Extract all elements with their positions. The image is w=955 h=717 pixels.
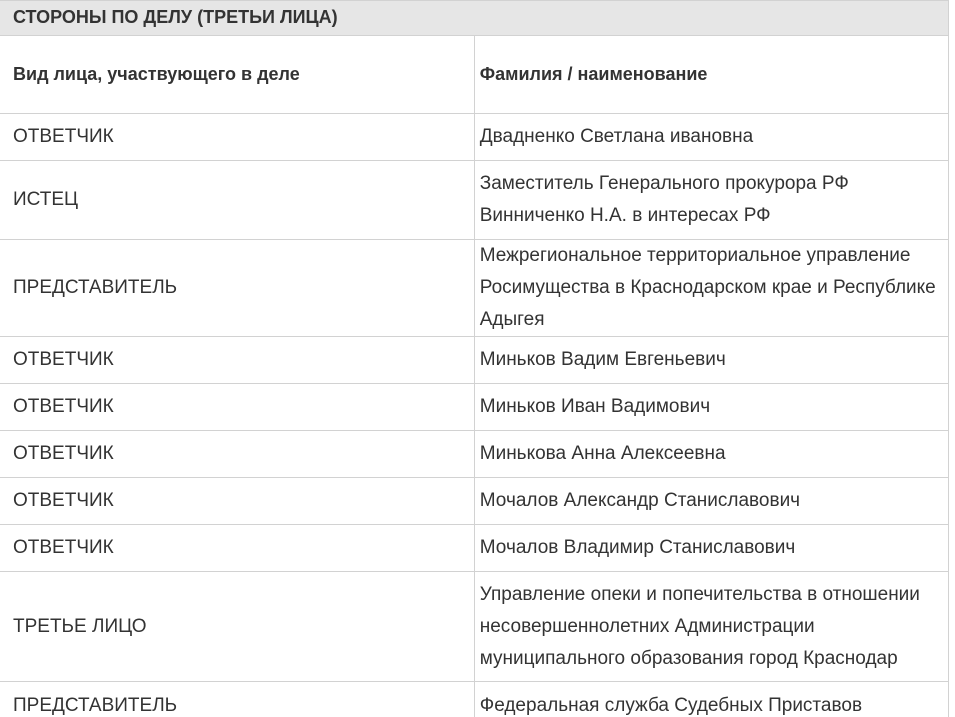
- party-name-cell: Мочалов Владимир Станиславович: [474, 525, 948, 572]
- party-name-cell: Миньков Иван Вадимович: [474, 384, 948, 431]
- table-row: [0, 525, 949, 572]
- table-header-row: [0, 36, 949, 114]
- party-type-cell: ОТВЕТЧИК: [0, 525, 474, 572]
- table-row: [0, 478, 949, 525]
- table-row: [0, 240, 949, 337]
- party-type-cell: ОТВЕТЧИК: [0, 384, 474, 431]
- party-name-cell: Миньков Вадим Евгеньевич: [474, 337, 948, 384]
- table-row: [0, 161, 949, 240]
- party-type-cell: ОТВЕТЧИК: [0, 337, 474, 384]
- party-name-cell: Заместитель Генерального прокурора РФ Винниченко Н.А. в интересах РФ: [474, 161, 948, 240]
- party-name-cell: Двадненко Светлана ивановна: [474, 114, 948, 161]
- party-name-cell: Мочалов Александр Станиславович: [474, 478, 948, 525]
- party-type-cell: ПРЕДСТАВИТЕЛЬ: [0, 240, 474, 337]
- header-party-name: Фамилия / наименование: [474, 36, 948, 114]
- party-name-cell: Федеральная служба Судебных Приставов: [474, 682, 948, 717]
- party-type-cell: ОТВЕТЧИК: [0, 431, 474, 478]
- table-row: [0, 384, 949, 431]
- section-title-row: [0, 1, 949, 36]
- table-row: [0, 682, 949, 717]
- party-name-cell: Управление опеки и попечительства в отношении несовершеннолетних Администрации муниципального образования город Краснодар: [474, 572, 948, 682]
- party-name-cell: Межрегиональное территориальное управление Росимущества в Краснодарском крае и Республике Адыгея: [474, 240, 948, 337]
- section-title: СТОРОНЫ ПО ДЕЛУ (ТРЕТЬИ ЛИЦА): [0, 1, 949, 36]
- party-type-cell: ОТВЕТЧИК: [0, 114, 474, 161]
- party-type-cell: ИСТЕЦ: [0, 161, 474, 240]
- party-type-cell: ПРЕДСТАВИТЕЛЬ: [0, 682, 474, 717]
- party-name-cell: Минькова Анна Алексеевна: [474, 431, 948, 478]
- table-row: [0, 572, 949, 682]
- party-type-cell: ОТВЕТЧИК: [0, 478, 474, 525]
- table-row: [0, 431, 949, 478]
- table-row: [0, 337, 949, 384]
- party-type-cell: ТРЕТЬЕ ЛИЦО: [0, 572, 474, 682]
- header-party-type: Вид лица, участвующего в деле: [0, 36, 474, 114]
- table-row: [0, 114, 949, 161]
